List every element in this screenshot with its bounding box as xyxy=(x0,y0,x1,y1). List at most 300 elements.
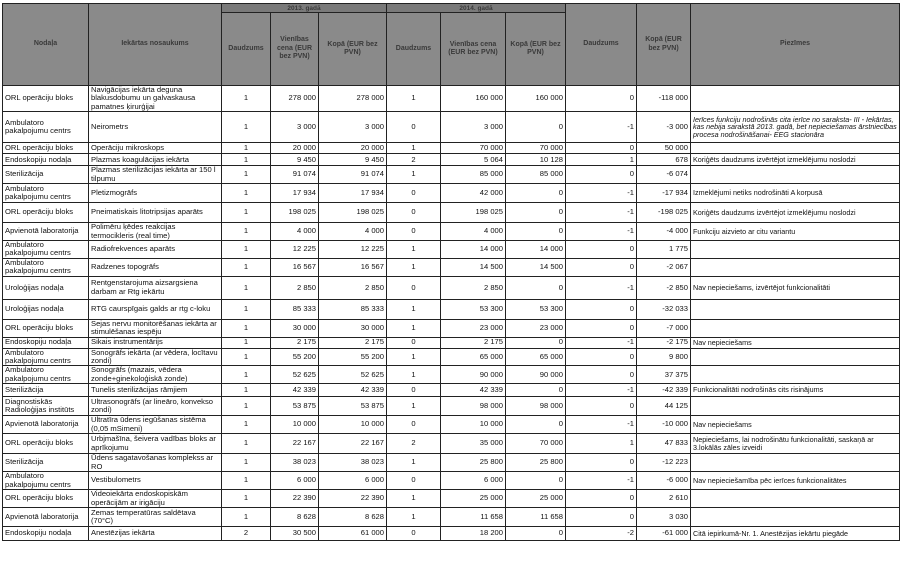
row-qty-2013: 1 xyxy=(222,241,271,259)
row-unit-price-2013: 17 934 xyxy=(271,184,319,203)
row-qty-diff: -1 xyxy=(566,112,637,143)
row-note: Nav nepieciešams, izvērtējot funkcionalitāti xyxy=(691,276,900,299)
row-unit-price-2014: 23 000 xyxy=(441,319,506,337)
table-row xyxy=(3,337,900,348)
row-qty-diff: 1 xyxy=(566,434,637,454)
row-qty-diff: 0 xyxy=(566,507,637,526)
row-qty-2013: 1 xyxy=(222,154,271,166)
row-department: ORL operāciju bloks xyxy=(3,203,89,223)
row-total-diff: -2 067 xyxy=(637,258,691,276)
row-qty-diff: 0 xyxy=(566,454,637,472)
row-qty-diff: 0 xyxy=(566,143,637,154)
row-total-diff: -6 074 xyxy=(637,166,691,184)
row-unit-price-2014: 25 800 xyxy=(441,454,506,472)
row-note xyxy=(691,299,900,319)
row-department: Sterilizācija xyxy=(3,384,89,397)
row-total-2014: 65 000 xyxy=(506,348,566,366)
row-total-2014: 0 xyxy=(506,184,566,203)
table-row xyxy=(3,112,900,143)
row-total-2013: 52 625 xyxy=(319,366,387,384)
row-item-name: Operāciju mikroskops xyxy=(89,143,222,154)
row-item-name: Radiofrekvences aparāts xyxy=(89,241,222,259)
row-department: Uroloģijas nodaļa xyxy=(3,299,89,319)
row-total-2014: 0 xyxy=(506,203,566,223)
row-unit-price-2014: 11 658 xyxy=(441,507,506,526)
row-total-2013: 20 000 xyxy=(319,143,387,154)
row-unit-price-2014: 42 000 xyxy=(441,184,506,203)
row-item-name: Radzenes topogrāfs xyxy=(89,258,222,276)
row-total-2013: 42 339 xyxy=(319,384,387,397)
row-qty-2013: 1 xyxy=(222,184,271,203)
row-unit-price-2014: 2 850 xyxy=(441,276,506,299)
row-qty-2014: 1 xyxy=(387,299,441,319)
row-qty-2013: 1 xyxy=(222,337,271,348)
row-total-2014: 160 000 xyxy=(506,86,566,112)
row-total-2014: 70 000 xyxy=(506,434,566,454)
row-qty-2014: 2 xyxy=(387,154,441,166)
row-total-diff: 3 030 xyxy=(637,507,691,526)
table-row xyxy=(3,454,900,472)
row-qty-diff: 0 xyxy=(566,490,637,508)
row-note xyxy=(691,507,900,526)
row-note: Nepieciešams, lai nodrošinātu funkcionalitāti, saskaņā ar 3.lokālās zāles izveidi xyxy=(691,434,900,454)
row-item-name: Plazmas koagulācijas iekārta xyxy=(89,154,222,166)
row-qty-2013: 1 xyxy=(222,416,271,434)
row-total-2013: 198 025 xyxy=(319,203,387,223)
row-total-2014: 11 658 xyxy=(506,507,566,526)
row-item-name: Vestibulometrs xyxy=(89,472,222,490)
table-row xyxy=(3,241,900,259)
row-total-diff: 47 833 xyxy=(637,434,691,454)
row-qty-2013: 1 xyxy=(222,472,271,490)
row-item-name: Sikais instrumentārijs xyxy=(89,337,222,348)
row-qty-2013: 1 xyxy=(222,397,271,416)
row-item-name: Zemas temperatūras saldētava (70°C) xyxy=(89,507,222,526)
row-total-2013: 2 175 xyxy=(319,337,387,348)
row-item-name: Ultratīra ūdens iegūšanas sistēma (0,05 mSimeni) xyxy=(89,416,222,434)
row-total-2013: 9 450 xyxy=(319,154,387,166)
row-total-diff: 2 610 xyxy=(637,490,691,508)
row-total-diff: -3 000 xyxy=(637,112,691,143)
row-unit-price-2013: 2 175 xyxy=(271,337,319,348)
row-unit-price-2014: 65 000 xyxy=(441,348,506,366)
row-total-diff: -61 000 xyxy=(637,526,691,540)
row-total-2013: 61 000 xyxy=(319,526,387,540)
table-row xyxy=(3,86,900,112)
row-note xyxy=(691,454,900,472)
row-total-2014: 10 128 xyxy=(506,154,566,166)
row-total-2014: 0 xyxy=(506,112,566,143)
row-unit-price-2014: 198 025 xyxy=(441,203,506,223)
table-header xyxy=(3,4,900,86)
row-total-2013: 38 023 xyxy=(319,454,387,472)
row-qty-2014: 1 xyxy=(387,397,441,416)
row-qty-diff: -1 xyxy=(566,203,637,223)
row-note xyxy=(691,397,900,416)
row-total-2014: 25 000 xyxy=(506,490,566,508)
row-department: ORL operāciju bloks xyxy=(3,319,89,337)
row-qty-2013: 1 xyxy=(222,507,271,526)
row-note xyxy=(691,86,900,112)
row-unit-price-2014: 85 000 xyxy=(441,166,506,184)
col-header: Kopā (EUR bez PVN) xyxy=(637,4,691,86)
row-department: Ambulatoro pakalpojumu centrs xyxy=(3,472,89,490)
row-total-2013: 12 225 xyxy=(319,241,387,259)
row-qty-2014: 1 xyxy=(387,490,441,508)
table-row xyxy=(3,184,900,203)
row-qty-2013: 1 xyxy=(222,166,271,184)
row-qty-2013: 1 xyxy=(222,366,271,384)
row-qty-2014: 2 xyxy=(387,434,441,454)
row-unit-price-2013: 85 333 xyxy=(271,299,319,319)
row-item-name: Pletizmogrāfs xyxy=(89,184,222,203)
col-header: Vienības cena (EUR bez PVN) xyxy=(441,13,506,86)
col-header: Daudzums xyxy=(387,13,441,86)
row-unit-price-2013: 2 850 xyxy=(271,276,319,299)
row-total-diff: -118 000 xyxy=(637,86,691,112)
row-qty-diff: 0 xyxy=(566,86,637,112)
row-note: Nav nepieciešamība pēc ierīces funkcionalitātes xyxy=(691,472,900,490)
row-total-2013: 3 000 xyxy=(319,112,387,143)
row-department: ORL operāciju bloks xyxy=(3,143,89,154)
row-total-2014: 0 xyxy=(506,526,566,540)
row-department: Uroloģijas nodaļa xyxy=(3,276,89,299)
row-qty-2014: 0 xyxy=(387,384,441,397)
row-item-name: Sejas nervu monitorēšanas iekārta ar stimulēšanas iespēju xyxy=(89,319,222,337)
row-total-2013: 53 875 xyxy=(319,397,387,416)
row-qty-2014: 1 xyxy=(387,507,441,526)
row-total-2013: 10 000 xyxy=(319,416,387,434)
row-unit-price-2013: 8 628 xyxy=(271,507,319,526)
row-unit-price-2014: 4 000 xyxy=(441,223,506,241)
row-total-2013: 6 000 xyxy=(319,472,387,490)
row-item-name: Navigācijas iekārta deguna blakusdobumu un galvaskausa pamatnes ķirurģijai xyxy=(89,86,222,112)
col-header: Iekārtas nosaukums xyxy=(89,4,222,86)
row-department: ORL operāciju bloks xyxy=(3,490,89,508)
table-row xyxy=(3,434,900,454)
row-qty-diff: 0 xyxy=(566,366,637,384)
row-item-name: Plazmas sterilizācijas iekārta ar 150 l tilpumu xyxy=(89,166,222,184)
row-qty-2014: 0 xyxy=(387,112,441,143)
row-unit-price-2013: 53 875 xyxy=(271,397,319,416)
row-qty-diff: -1 xyxy=(566,223,637,241)
row-item-name: Ultrasonogrāfs (ar lineāro, konvekso zondi) xyxy=(89,397,222,416)
row-unit-price-2014: 90 000 xyxy=(441,366,506,384)
col-header: Kopā (EUR bez PVN) xyxy=(319,13,387,86)
row-qty-2014: 0 xyxy=(387,526,441,540)
row-qty-2014: 0 xyxy=(387,276,441,299)
row-qty-2014: 0 xyxy=(387,203,441,223)
row-unit-price-2013: 198 025 xyxy=(271,203,319,223)
row-note: Nav nepieciešams xyxy=(691,416,900,434)
row-note: Funkciju aizvieto ar citu variantu xyxy=(691,223,900,241)
row-unit-price-2013: 16 567 xyxy=(271,258,319,276)
row-unit-price-2013: 12 225 xyxy=(271,241,319,259)
row-qty-2013: 1 xyxy=(222,203,271,223)
table-row xyxy=(3,276,900,299)
row-qty-2014: 0 xyxy=(387,416,441,434)
row-department: Ambulatoro pakalpojumu centrs xyxy=(3,366,89,384)
row-item-name: Anestēzijas iekārta xyxy=(89,526,222,540)
row-unit-price-2013: 30 000 xyxy=(271,319,319,337)
group-header-2013: 2013. gadā xyxy=(222,4,387,13)
row-note xyxy=(691,348,900,366)
row-note xyxy=(691,143,900,154)
row-total-2014: 0 xyxy=(506,472,566,490)
row-total-2014: 25 800 xyxy=(506,454,566,472)
row-unit-price-2014: 2 175 xyxy=(441,337,506,348)
row-department: Endoskopiju nodaļa xyxy=(3,337,89,348)
row-qty-2014: 1 xyxy=(387,166,441,184)
row-unit-price-2013: 91 074 xyxy=(271,166,319,184)
row-department: Apvienotā laboratorija xyxy=(3,223,89,241)
row-note xyxy=(691,166,900,184)
row-total-2014: 0 xyxy=(506,276,566,299)
row-item-name: Sonogrāfs iekārta (ar vēdera, locītavu zondi) xyxy=(89,348,222,366)
row-department: ORL operāciju bloks xyxy=(3,86,89,112)
group-header-2014: 2014. gadā xyxy=(387,4,566,13)
row-note: Ierīces funkciju nodrošinās cita ierīce no saraksta- III - Iekārtas, kas nebija sarakstā 2013. gadā, bet nepieciešamas ārstniecības procesa nodrošināšanai- EEG stacionāra xyxy=(691,112,900,143)
col-header: Nodaļa xyxy=(3,4,89,86)
row-department: ORL operāciju bloks xyxy=(3,434,89,454)
row-item-name: Neirometrs xyxy=(89,112,222,143)
row-total-diff: 44 125 xyxy=(637,397,691,416)
table-row xyxy=(3,203,900,223)
row-qty-diff: 0 xyxy=(566,319,637,337)
row-total-diff: 9 800 xyxy=(637,348,691,366)
row-unit-price-2013: 4 000 xyxy=(271,223,319,241)
table-row xyxy=(3,319,900,337)
row-total-2014: 53 300 xyxy=(506,299,566,319)
row-unit-price-2014: 6 000 xyxy=(441,472,506,490)
row-note xyxy=(691,366,900,384)
row-item-name: Pneimatiskais litotripsijas aparāts xyxy=(89,203,222,223)
row-item-name: Videoiekārta endoskopiskām operācijām ar irigāciju xyxy=(89,490,222,508)
row-department: Ambulatoro pakalpojumu centrs xyxy=(3,241,89,259)
row-unit-price-2014: 3 000 xyxy=(441,112,506,143)
row-qty-2013: 1 xyxy=(222,223,271,241)
row-total-2013: 30 000 xyxy=(319,319,387,337)
row-total-diff: -2 850 xyxy=(637,276,691,299)
row-unit-price-2014: 10 000 xyxy=(441,416,506,434)
table-row xyxy=(3,154,900,166)
row-qty-2014: 1 xyxy=(387,241,441,259)
row-qty-2013: 1 xyxy=(222,299,271,319)
row-total-diff: 678 xyxy=(637,154,691,166)
row-department: Ambulatoro pakalpojumu centrs xyxy=(3,184,89,203)
row-qty-diff: -1 xyxy=(566,184,637,203)
row-total-2013: 4 000 xyxy=(319,223,387,241)
row-item-name: Urbjmašīna, šeivera vadības bloks ar aprīkojumu xyxy=(89,434,222,454)
row-total-2014: 90 000 xyxy=(506,366,566,384)
row-unit-price-2013: 278 000 xyxy=(271,86,319,112)
row-qty-2014: 1 xyxy=(387,86,441,112)
row-total-diff: -4 000 xyxy=(637,223,691,241)
row-qty-2013: 2 xyxy=(222,526,271,540)
row-qty-2014: 1 xyxy=(387,258,441,276)
row-note: Citā iepirkumā-Nr. 1. Anestēzijas iekārtu piegāde xyxy=(691,526,900,540)
row-qty-2013: 1 xyxy=(222,143,271,154)
row-qty-2013: 1 xyxy=(222,86,271,112)
row-note xyxy=(691,319,900,337)
row-note: Izmeklējumi netiks nodrošināti A korpusā xyxy=(691,184,900,203)
row-qty-diff: 0 xyxy=(566,166,637,184)
row-department: Sterilizācija xyxy=(3,454,89,472)
table-row xyxy=(3,366,900,384)
row-qty-2013: 1 xyxy=(222,384,271,397)
table-row xyxy=(3,143,900,154)
row-total-2013: 16 567 xyxy=(319,258,387,276)
row-department: Apvienotā laboratorija xyxy=(3,416,89,434)
row-qty-2014: 0 xyxy=(387,337,441,348)
row-qty-diff: 0 xyxy=(566,299,637,319)
row-total-diff: -198 025 xyxy=(637,203,691,223)
equipment-table xyxy=(2,3,900,541)
row-total-2014: 23 000 xyxy=(506,319,566,337)
row-unit-price-2013: 10 000 xyxy=(271,416,319,434)
col-header: Piezīmes xyxy=(691,4,900,86)
row-total-2013: 17 934 xyxy=(319,184,387,203)
row-department: Sterilizācija xyxy=(3,166,89,184)
row-total-diff: -42 339 xyxy=(637,384,691,397)
row-total-2014: 70 000 xyxy=(506,143,566,154)
row-department: Ambulatoro pakalpojumu centrs xyxy=(3,112,89,143)
col-header: Kopā (EUR bez PVN) xyxy=(506,13,566,86)
table-row xyxy=(3,223,900,241)
row-qty-2013: 1 xyxy=(222,319,271,337)
col-header: Daudzums xyxy=(566,4,637,86)
row-qty-2014: 1 xyxy=(387,348,441,366)
row-total-2013: 85 333 xyxy=(319,299,387,319)
row-total-2014: 14 500 xyxy=(506,258,566,276)
row-qty-2013: 1 xyxy=(222,490,271,508)
row-department: Ambulatoro pakalpojumu centrs xyxy=(3,348,89,366)
table-row xyxy=(3,416,900,434)
row-qty-diff: -1 xyxy=(566,384,637,397)
row-qty-diff: -1 xyxy=(566,416,637,434)
row-total-diff: -12 223 xyxy=(637,454,691,472)
row-item-name: RTG caurspīgais galds ar rtg c-loku xyxy=(89,299,222,319)
row-total-2013: 55 200 xyxy=(319,348,387,366)
row-note xyxy=(691,258,900,276)
row-qty-2014: 1 xyxy=(387,454,441,472)
row-unit-price-2014: 5 064 xyxy=(441,154,506,166)
col-header: Vienības cena (EUR bez PVN) xyxy=(271,13,319,86)
row-unit-price-2013: 22 390 xyxy=(271,490,319,508)
row-qty-2013: 1 xyxy=(222,258,271,276)
row-unit-price-2014: 98 000 xyxy=(441,397,506,416)
row-unit-price-2013: 22 167 xyxy=(271,434,319,454)
row-total-2013: 91 074 xyxy=(319,166,387,184)
table-row xyxy=(3,526,900,540)
row-total-diff: -6 000 xyxy=(637,472,691,490)
row-department: Diagnostiskās Radioloģijas institūts xyxy=(3,397,89,416)
row-item-name: Tunelis sterilizācijas rāmjiem xyxy=(89,384,222,397)
row-note xyxy=(691,490,900,508)
row-unit-price-2013: 38 023 xyxy=(271,454,319,472)
row-total-diff: 37 375 xyxy=(637,366,691,384)
row-note: Funkcionalitāti nodrošinās cits risinājums xyxy=(691,384,900,397)
row-total-2013: 22 390 xyxy=(319,490,387,508)
row-total-diff: -17 934 xyxy=(637,184,691,203)
row-unit-price-2013: 20 000 xyxy=(271,143,319,154)
row-unit-price-2013: 52 625 xyxy=(271,366,319,384)
row-total-2013: 22 167 xyxy=(319,434,387,454)
row-unit-price-2013: 42 339 xyxy=(271,384,319,397)
row-total-diff: -7 000 xyxy=(637,319,691,337)
row-department: Endoskopiju nodaļa xyxy=(3,154,89,166)
row-total-2014: 0 xyxy=(506,337,566,348)
row-qty-2014: 0 xyxy=(387,472,441,490)
row-total-2014: 98 000 xyxy=(506,397,566,416)
row-total-2014: 85 000 xyxy=(506,166,566,184)
row-total-2014: 0 xyxy=(506,416,566,434)
row-unit-price-2014: 18 200 xyxy=(441,526,506,540)
row-unit-price-2013: 30 500 xyxy=(271,526,319,540)
row-qty-diff: 0 xyxy=(566,397,637,416)
row-unit-price-2014: 14 000 xyxy=(441,241,506,259)
row-qty-2013: 1 xyxy=(222,434,271,454)
row-unit-price-2014: 14 500 xyxy=(441,258,506,276)
table-row xyxy=(3,384,900,397)
row-qty-diff: 0 xyxy=(566,241,637,259)
row-unit-price-2014: 53 300 xyxy=(441,299,506,319)
row-note: Nav nepieciešams xyxy=(691,337,900,348)
row-total-diff: -2 175 xyxy=(637,337,691,348)
row-total-diff: 1 775 xyxy=(637,241,691,259)
row-qty-diff: -2 xyxy=(566,526,637,540)
row-department: Ambulatoro pakalpojumu centrs xyxy=(3,258,89,276)
table-row xyxy=(3,507,900,526)
table-row xyxy=(3,166,900,184)
row-qty-2014: 1 xyxy=(387,143,441,154)
table-row xyxy=(3,490,900,508)
row-qty-diff: -1 xyxy=(566,472,637,490)
row-qty-2014: 0 xyxy=(387,184,441,203)
row-item-name: Sonogrāfs (mazais, vēdera zonde+ginekoloģiskā zonde) xyxy=(89,366,222,384)
table-row xyxy=(3,258,900,276)
row-qty-2013: 1 xyxy=(222,276,271,299)
row-qty-diff: 0 xyxy=(566,348,637,366)
table-row xyxy=(3,348,900,366)
row-item-name: Ūdens sagatavošanas komplekss ar RO xyxy=(89,454,222,472)
row-item-name: Rentgenstarojuma aizsargsiena darbam ar Rtg iekārtu xyxy=(89,276,222,299)
row-total-diff: 50 000 xyxy=(637,143,691,154)
row-qty-2014: 1 xyxy=(387,366,441,384)
row-department: Apvienotā laboratorija xyxy=(3,507,89,526)
row-qty-2013: 1 xyxy=(222,112,271,143)
row-unit-price-2014: 35 000 xyxy=(441,434,506,454)
table-row xyxy=(3,299,900,319)
row-qty-diff: -1 xyxy=(566,337,637,348)
row-qty-diff: 1 xyxy=(566,154,637,166)
row-department: Endoskopiju nodaļa xyxy=(3,526,89,540)
row-total-2013: 8 628 xyxy=(319,507,387,526)
row-unit-price-2014: 160 000 xyxy=(441,86,506,112)
row-total-2014: 0 xyxy=(506,223,566,241)
row-total-diff: -32 033 xyxy=(637,299,691,319)
row-unit-price-2013: 6 000 xyxy=(271,472,319,490)
row-total-2014: 0 xyxy=(506,384,566,397)
row-note: Koriģēts daudzums izvērtējot izmeklējumu noslodzi xyxy=(691,203,900,223)
table-row xyxy=(3,397,900,416)
row-qty-2014: 0 xyxy=(387,223,441,241)
row-qty-diff: 0 xyxy=(566,258,637,276)
row-qty-2013: 1 xyxy=(222,348,271,366)
row-total-2013: 2 850 xyxy=(319,276,387,299)
row-qty-2013: 1 xyxy=(222,454,271,472)
col-header: Daudzums xyxy=(222,13,271,86)
